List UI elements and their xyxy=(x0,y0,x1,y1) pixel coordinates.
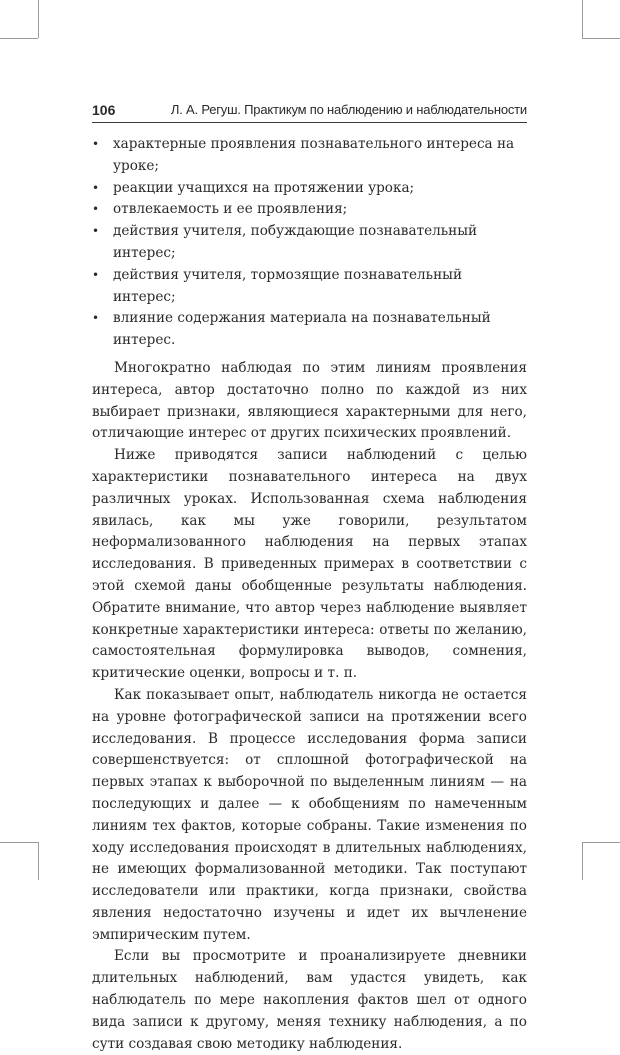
bullet-icon: • xyxy=(92,137,100,151)
paragraph: Многократно наблюдая по этим линиям проявления интереса, автор достаточно полно по каждой из них выбирает признаки, являющиеся характерными для него, отличающие интерес от других психических проявлений. xyxy=(92,359,527,442)
list-item-text: отвлекаемость и ее проявления; xyxy=(113,201,348,218)
crop-mark xyxy=(582,842,620,843)
crop-mark xyxy=(582,38,620,39)
list-item xyxy=(92,221,527,265)
running-title: Л. А. Регуш. Практикум по наблюдению и наблюдательности xyxy=(170,102,527,117)
list-item xyxy=(92,308,527,352)
list-item xyxy=(92,134,527,178)
bullet-icon: • xyxy=(92,202,100,217)
list-item xyxy=(92,178,527,200)
bullet-list xyxy=(92,134,527,352)
list-item-text: действия учителя, побуждающие познавательный интерес; xyxy=(113,223,478,261)
crop-mark xyxy=(38,0,39,38)
crop-mark xyxy=(0,38,38,39)
bullet-icon: • xyxy=(92,224,100,239)
paragraph: Как показывает опыт, наблюдатель никогда не остается на уровне фотографической записи на протяжении всего исследования. В процессе исследования форма записи совершенствуется: от сплошной фотографической на первых этапах к выборочной по выделенным линиям — на последующих и далее — к обобщениям по намеченным линиям тех фактов, которые собраны. Такие изменения по ходу исследования происходят в длительных наблюдениях, не имеющих формализованной методики. Так поступают исследователи или практики, когда признаки, свойства явления недостаточно изучены и идет их вычленение эмпирическим путем. xyxy=(92,686,527,943)
crop-mark xyxy=(38,842,39,880)
paragraph: Ниже приводятся записи наблюдений с целью характеристики познавательного интереса на двух различных уроках. Использованная схема наблюдения явилась, как мы уже говорили, результатом неформализованного наблюдения на первых этапах исследования. В приведенных примерах в соответствии с этой схемой даны обобщенные результаты наблюдения. Обратите внимание, что автор через наблюдение выявляет конкретные характеристики интереса: ответы по желанию, самостоятельная формулировка выводов, сомнения, критические оценки, вопросы и т. п. xyxy=(92,447,527,682)
list-item-text: реакции учащихся на протяжении урока; xyxy=(113,179,415,196)
bullet-icon: • xyxy=(92,267,100,282)
paragraph: Если вы просмотрите и проанализируете дневники длительных наблюдений, вам удастся увидеть, как наблюдатель по мере накопления фактов шел от одного вида записи к другому, меняя технику наблюдения, а по сути создавая свою методику наблюдения. xyxy=(92,948,527,1052)
crop-mark xyxy=(582,0,583,38)
list-item-text: влияние содержания материала на познавательный интерес. xyxy=(113,310,491,349)
page-body xyxy=(92,134,527,1055)
crop-mark xyxy=(582,842,583,880)
list-item xyxy=(92,199,527,221)
crop-mark xyxy=(0,842,38,843)
bullet-icon: • xyxy=(92,311,100,326)
list-item xyxy=(92,265,527,309)
page-number: 106 xyxy=(92,102,116,118)
list-item-text: характерные проявления познавательного интереса на уроке; xyxy=(113,136,515,174)
page-header xyxy=(92,100,527,123)
list-item-text: действия учителя, тормозящие познавательный интерес; xyxy=(113,266,463,305)
bullet-icon: • xyxy=(92,180,100,195)
